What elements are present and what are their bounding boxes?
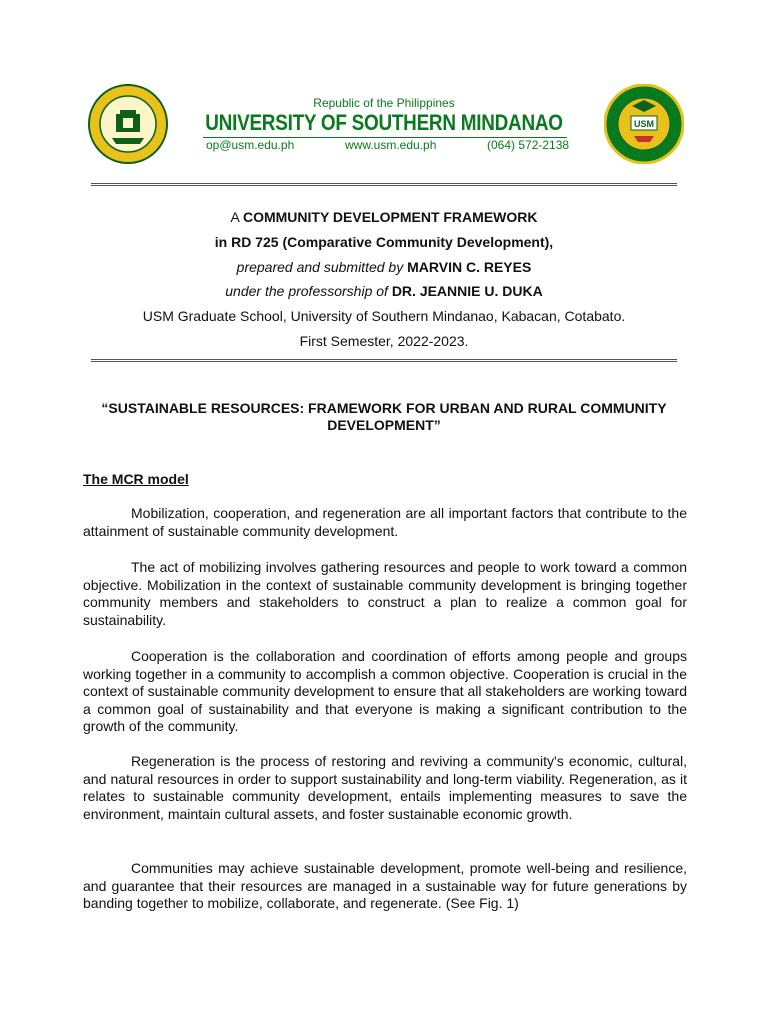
cover-line-4: under the professorship of DR. JEANNIE U. DUKA [225, 283, 543, 299]
cover-line-6: First Semester, 2022-2023. [299, 333, 469, 349]
paragraph: Regeneration is the process of restoring and reviving a community's economic, cultural, and natural resources in order to support sustainability and long-term viability. Regeneration, as it relates to sustainable community development, entails implementing measures to save the environment, maintain cultural assets, and foster sustainable economic growth. [83, 753, 687, 822]
cover-line-1: A COMMUNITY DEVELOPMENT FRAMEWORK [230, 209, 538, 225]
document-title: “SUSTAINABLE RESOURCES: FRAMEWORK FOR URBAN AND RURAL COMMUNITY DEVELOPMENT” [101, 400, 667, 433]
top-divider [91, 183, 677, 186]
university-name: UNIVERSITY OF SOUTHERN MINDANAO [205, 110, 563, 135]
phone-text: (064) 572-2138 [487, 138, 570, 152]
cover-line-2: in RD 725 (Comparative Community Development), [214, 234, 554, 250]
bottom-divider [91, 359, 677, 362]
right-seal-center-text: USM [634, 119, 654, 129]
republic-text: Republic of the Philippines [313, 96, 455, 110]
email-text: op@usm.edu.ph [206, 138, 295, 152]
cover-line-5: USM Graduate School, University of Southern Mindanao, Kabacan, Cotabato. [142, 308, 626, 324]
section-heading: The MCR model [83, 471, 189, 487]
website-text: www.usm.edu.ph [345, 138, 437, 152]
paragraph: Cooperation is the collaboration and coordination of efforts among people and groups working together in a community to accomplish a common objective. Cooperation is crucial in the context of sustainable community development to ensure that all stakeholders are working toward a common goal of sustainability and that everyone is making a significant contribution to the growth of the community. [83, 648, 687, 734]
paragraph: Communities may achieve sustainable development, promote well-being and resilience, and guarantee that their resources are managed in a sustainable way for future generations by banding together to mobilize, collaborate, and regenerate. (See Fig. 1) [83, 860, 687, 911]
paragraph: Mobilization, cooperation, and regeneration are all important factors that contribute to the attainment of sustainable community development. [83, 505, 687, 539]
paragraph: The act of mobilizing involves gathering resources and people to work toward a common objective. Mobilization in the context of sustainable community development is bringing together community members and stakeholders to construct a plan to realize a common goal for sustainability. [83, 559, 687, 628]
cover-line-3: prepared and submitted by MARVIN C. REYES [236, 259, 532, 275]
